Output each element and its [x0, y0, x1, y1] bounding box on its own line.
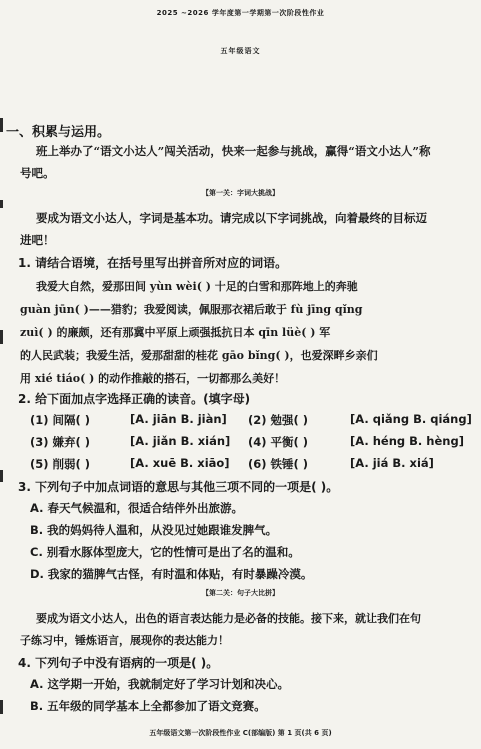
- intro-text: 号吧。: [20, 166, 55, 180]
- q3-option-a: A. 春天气候温和，很适合结伴外出旅游。: [30, 501, 243, 515]
- level1-intro: 要成为语文小达人，字词是基本功。请完成以下字词挑战，向着最终的目标迈: [36, 211, 427, 225]
- level1-title: 【第一关：字词大挑战】: [202, 189, 279, 197]
- q2-options: [A. jiá B. xiá]: [350, 456, 434, 470]
- q2-item: (3) 嫌弃( ): [30, 435, 91, 449]
- binding-mark: [0, 700, 3, 714]
- intro-text: 班上举办了“语文小达人”闯关活动，快来一起参与挑战，赢得“语文小达人”称: [36, 144, 431, 158]
- q2-item: (2) 勉强( ): [248, 413, 309, 427]
- q2-options: [A. héng B. hèng]: [350, 434, 464, 448]
- level2-title: 【第二关：句子大比拼】: [202, 589, 279, 597]
- q2-item: (1) 间隔( ): [30, 413, 91, 427]
- q2-item: (5) 削弱( ): [30, 457, 91, 471]
- question-1-line: 我爱大自然，爱那田间 yùn wèi( ) 十足的白雪和那阵地上的奔驰: [36, 280, 358, 293]
- q3-option-c: C. 别看水豚体型庞大，它的性情可是出了名的温和。: [30, 545, 300, 559]
- question-1-line: zuì( ) 的廉颇，还有那冀中平原上顽强抵抗日本 qīn lüè( ) 军: [20, 326, 331, 339]
- binding-mark: [0, 470, 3, 482]
- q2-options: [A. jiān B. jiàn]: [130, 412, 227, 426]
- section-heading: 一、积累与运用。: [6, 125, 111, 140]
- question-3-stem: 3. 下列句子中加点词语的意思与其他三项不同的一项是( )。: [18, 480, 339, 494]
- binding-mark: [0, 118, 3, 132]
- q2-options: [A. jiǎn B. xián]: [130, 434, 231, 448]
- q3-option-b: B. 我的妈妈待人温和，从没见过她跟谁发脾气。: [30, 523, 278, 537]
- page-footer: 五年级语文第一次阶段性作业 C(部编版) 第 1 页(共 6 页): [149, 729, 332, 737]
- question-1-line: 用 xié tiáo( ) 的动作推敲的搭石，一切都那么美好！: [20, 372, 286, 385]
- binding-mark: [0, 330, 3, 344]
- question-1-line: 的人民武装；我爱生活，爱那甜甜的桂花 gāo bǐng( )，也爱深畔乡亲们: [20, 349, 378, 362]
- q2-options: [A. xuē B. xiāo]: [130, 456, 230, 470]
- subject-title: 五年级语文: [220, 47, 261, 55]
- q3-option-d: D. 我家的猫脾气古怪，有时温和体贴，有时暴躁冷漠。: [30, 567, 313, 581]
- question-1-line: guàn jūn( )——猎豹；我爱阅读，佩服那衣裙后敢于 fù jīng qǐng: [20, 303, 363, 316]
- exam-title: 2025 ~2026 学年度第一学期第一次阶段性作业: [156, 9, 325, 17]
- q2-item: (6) 铁锤( ): [248, 457, 309, 471]
- question-1-stem: 1. 请结合语境，在括号里写出拼音所对应的词语。: [18, 256, 288, 270]
- binding-mark: [0, 200, 3, 208]
- level2-intro: 要成为语文小达人，出色的语言表达能力是必备的技能。接下来，就让我们在句: [36, 612, 421, 625]
- level2-intro: 子练习中，锤炼语言，展现你的表达能力！: [20, 634, 229, 647]
- level1-intro: 进吧！: [20, 233, 55, 247]
- q2-options: [A. qiǎng B. qiáng]: [350, 412, 472, 426]
- question-4-stem: 4. 下列句子中没有语病的一项是( )。: [18, 656, 219, 670]
- q4-option-b: B. 五年级的同学基本上全都参加了语文竞赛。: [30, 699, 266, 713]
- q4-option-a: A. 这学期一开始，我就制定好了学习计划和决心。: [30, 677, 289, 691]
- q2-item: (4) 平衡( ): [248, 435, 309, 449]
- question-2-stem: 2. 给下面加点字选择正确的读音。(填字母): [18, 392, 251, 406]
